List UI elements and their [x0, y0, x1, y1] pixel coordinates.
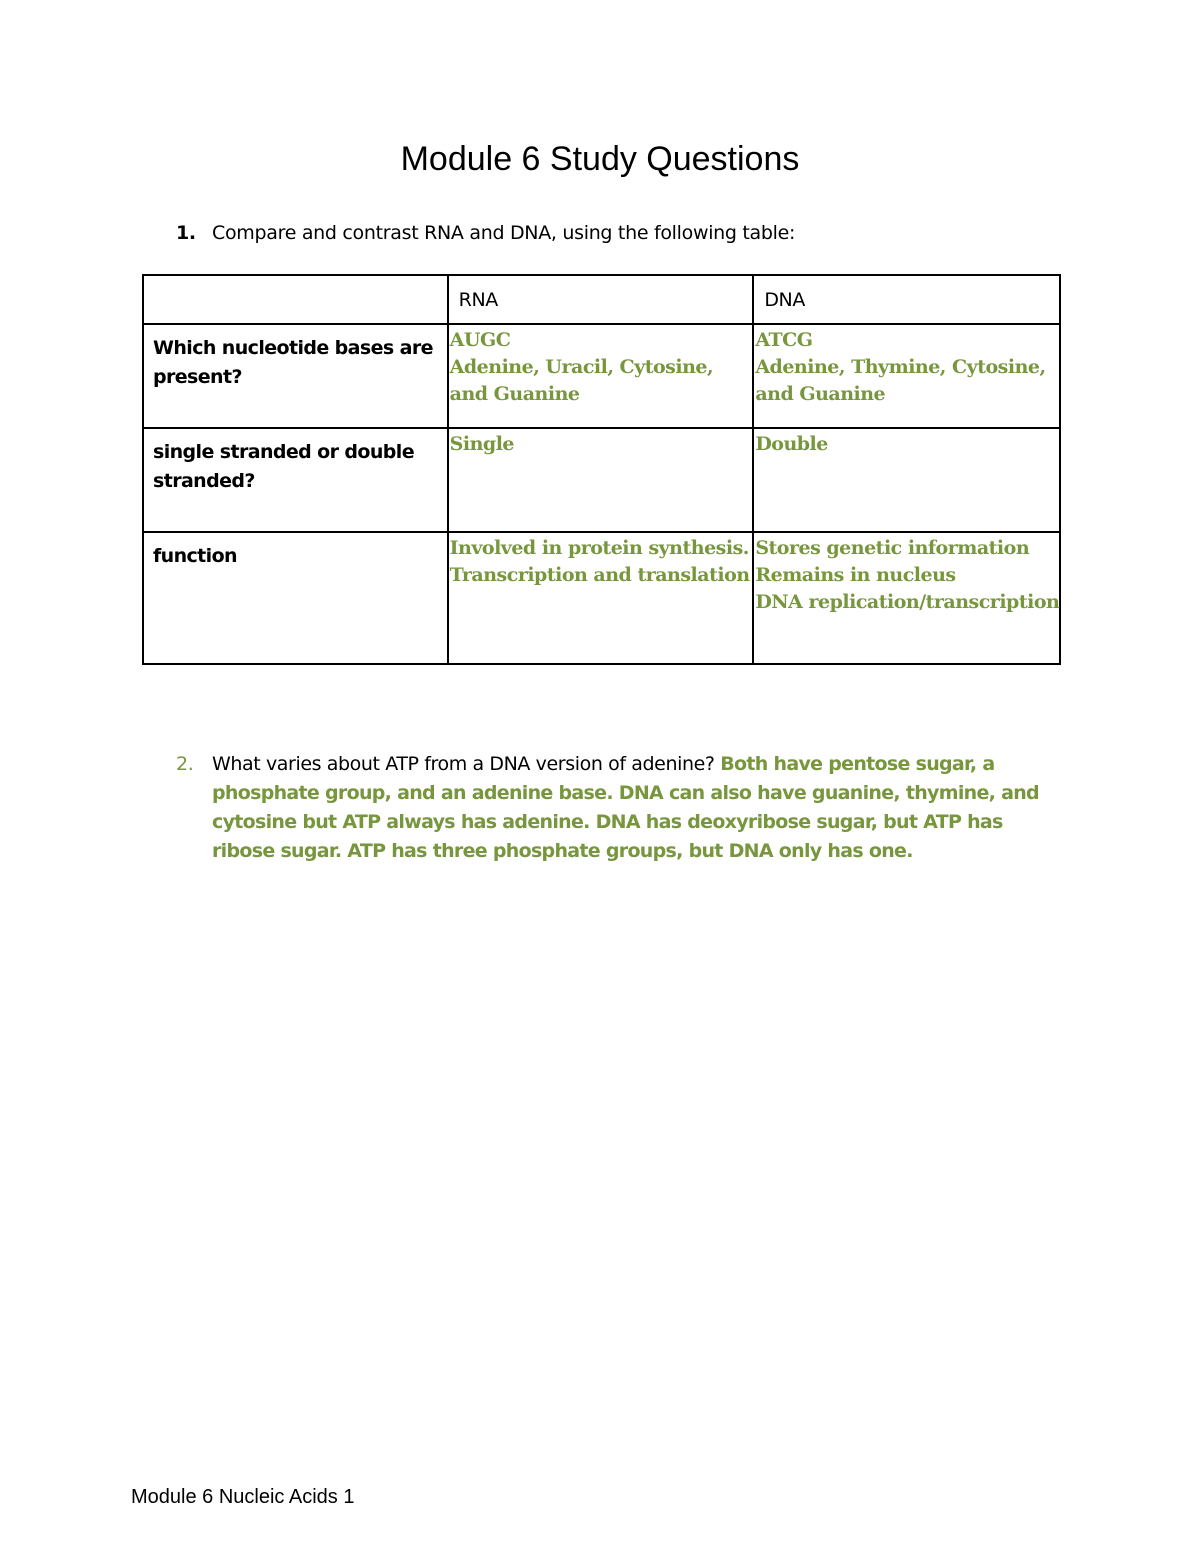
rna-dna-comparison-table	[142, 274, 1061, 665]
answer-text: Double	[755, 433, 828, 455]
answer-text: ATCG Adenine, Thymine, Cytosine, and Guanine	[755, 329, 1046, 405]
answer-text: Stores genetic information Remains in nucleus DNA replication/transcription	[755, 537, 1060, 613]
row-label-cell	[143, 324, 448, 428]
table-header-row	[143, 275, 1060, 324]
header-cell-dna: DNA	[753, 275, 1060, 324]
table-row	[143, 532, 1060, 664]
page-title: Module 6 Study Questions	[400, 140, 800, 178]
row-label: single stranded or double stranded?	[153, 441, 414, 492]
question-text: Compare and contrast RNA and DNA, using the following table:	[212, 222, 796, 244]
answer-text: Involved in protein synthesis. Transcription and translation	[449, 537, 750, 586]
dna-answer-cell	[753, 428, 1060, 532]
page-footer: Module 6 Nucleic Acids 1	[131, 1486, 355, 1508]
row-label-cell	[143, 428, 448, 532]
answer-text: Single	[449, 433, 515, 455]
row-label: function	[153, 545, 237, 567]
rna-answer-cell	[448, 532, 754, 664]
rna-answer-cell	[448, 428, 754, 532]
table-row	[143, 324, 1060, 428]
answer-text: Both have pentose sugar, a phosphate group, and an adenine base. DNA can also have guanine, thymine, and cytosine but ATP always has adenine. DNA has deoxyribose sugar, but ATP has ribose sugar. ATP has three phosphate groups, but DNA only has one.	[212, 753, 1039, 862]
question-number: 2.	[176, 753, 194, 775]
rna-answer-cell	[448, 324, 754, 428]
question-1	[176, 222, 795, 244]
question-2	[176, 750, 1056, 866]
question-body	[212, 750, 1056, 866]
row-label: Which nucleotide bases are present?	[153, 337, 433, 388]
table-row	[143, 428, 1060, 532]
answer-text: AUGC Adenine, Uracil, Cytosine, and Guanine	[449, 329, 714, 405]
question-text: What varies about ATP from a DNA version of adenine?	[212, 753, 715, 775]
header-cell-empty	[143, 275, 448, 324]
question-number: 1.	[176, 222, 196, 244]
dna-answer-cell	[753, 324, 1060, 428]
dna-answer-cell	[753, 532, 1060, 664]
row-label-cell	[143, 532, 448, 664]
header-cell-rna: RNA	[448, 275, 754, 324]
